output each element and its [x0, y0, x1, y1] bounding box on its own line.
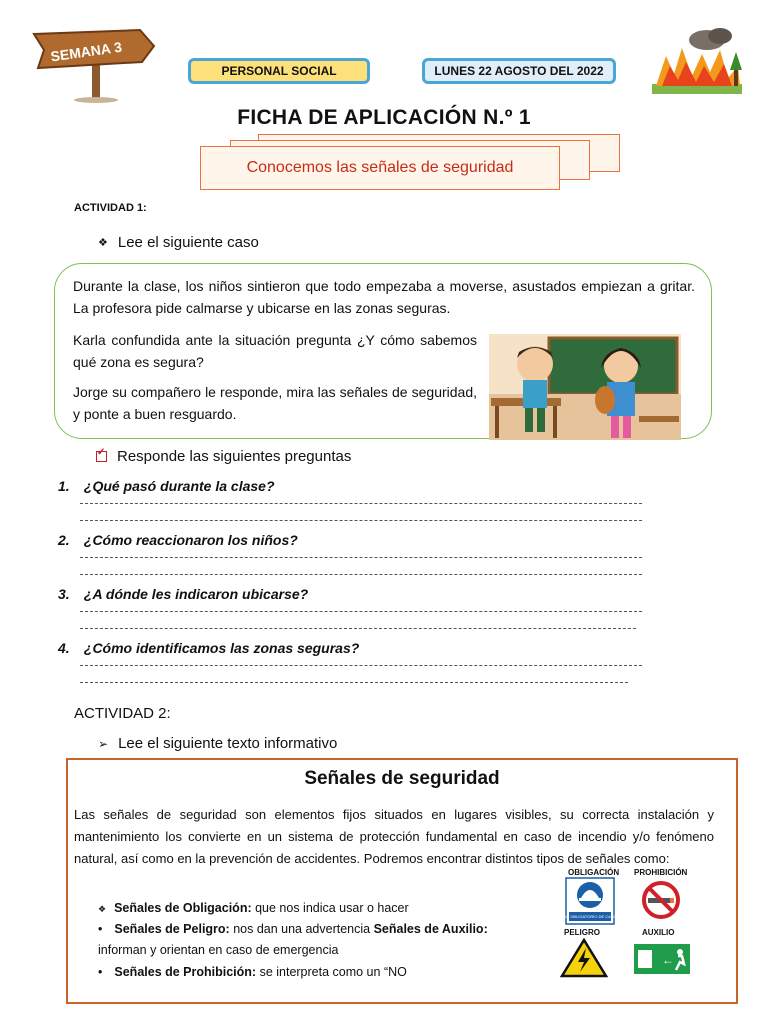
list-item-text-2: informan y orientan en caso de emergencia: [98, 943, 339, 957]
list-item-bold: Señales de Peligro:: [114, 922, 230, 936]
sign-label-obligacion: OBLIGACIÓN: [568, 868, 620, 877]
children-classroom-illustration: [489, 334, 681, 440]
answer-line[interactable]: [80, 665, 642, 666]
activity2-heading: ACTIVIDAD 2:: [74, 705, 171, 722]
list-item-text: nos dan una advertencia: [229, 922, 374, 936]
dot-bullet-icon: •: [98, 965, 103, 979]
question-1-number: 1.: [58, 478, 70, 494]
question-2: [58, 532, 298, 548]
checkbox-icon: ✓: [96, 451, 107, 462]
diamond-bullet-icon: ❖: [98, 237, 108, 249]
date-text: LUNES 22 AGOSTO DEL 2022: [434, 64, 604, 78]
answer-line[interactable]: [80, 557, 642, 558]
question-1: [58, 478, 275, 494]
forest-fire-illustration: [652, 26, 742, 96]
subject-text: PERSONAL SOCIAL: [221, 64, 337, 78]
list-item: [98, 898, 409, 920]
answer-line[interactable]: [80, 520, 642, 521]
semana-label: SEMANA 3: [49, 38, 123, 65]
obligation-caption: USO OBLIGATORIO DE CASCO: [560, 914, 620, 919]
story-paragraph-3: Jorge su compañero le responde, mira las señales de seguridad, y ponte a buen resguardo.: [73, 384, 477, 422]
activity2-instruction: [98, 735, 337, 752]
answer-line[interactable]: [80, 628, 636, 629]
list-item-bold: Señales de Obligación:: [114, 901, 252, 915]
question-4-number: 4.: [58, 640, 70, 656]
list-item: [98, 919, 508, 961]
info-box-text: Las señales de seguridad son elementos fijos situados en lugares visibles, su correcta instalación y mantenimiento los convierte en un sistema de protección fundamental en caso de incendio y/o fenómeno natural, así como en la prevención de accidentes. Podremos encontrar distintos tipos de señales como:: [74, 807, 714, 866]
answer-line[interactable]: [80, 503, 642, 504]
diamond-bullet-icon: ❖: [98, 904, 107, 914]
question-4: [58, 640, 359, 656]
prohibition-no-smoking-sign-icon: [638, 880, 684, 920]
answer-instruction-text: Responde las siguientes preguntas: [117, 448, 352, 465]
story-paragraph-2: Karla confundida ante la situación pregunta ¿Y cómo sabemos qué zona es segura?: [73, 332, 477, 370]
list-item: [98, 962, 407, 983]
question-3-text: ¿A dónde les indicaron ubicarse?: [83, 586, 309, 602]
semana-sign-illustration: [30, 24, 160, 104]
question-4-text: ¿Cómo identificamos las zonas seguras?: [83, 640, 360, 656]
story-paragraph-1: Durante la clase, los niños sintieron que todo empezaba a moverse, asustados empiezan a gritar. La profesora pide calmarse y ubicarse en las zonas seguras.: [73, 278, 695, 316]
date-label: [422, 58, 616, 84]
sign-label-peligro: PELIGRO: [564, 928, 601, 937]
sign-label-auxilio: AUXILIO: [642, 928, 675, 937]
subject-label: [188, 58, 370, 84]
list-item-text: que nos indica usar o hacer: [251, 901, 409, 915]
question-3: [58, 586, 308, 602]
banner: [200, 146, 560, 190]
activity1-heading: ACTIVIDAD 1:: [74, 202, 147, 214]
svg-text:←: ←: [662, 953, 674, 967]
emergency-exit-sign-icon: [634, 944, 690, 974]
answer-line[interactable]: [80, 682, 628, 683]
danger-electric-sign-icon: [560, 938, 608, 978]
question-1-text: ¿Qué pasó durante la clase?: [83, 478, 275, 494]
info-box-title: Señales de seguridad: [304, 768, 500, 789]
arrow-bullet-icon: ➢: [98, 736, 109, 751]
banner-text: Conocemos las señales de seguridad: [246, 159, 514, 176]
activity1-instruction-text: Lee el siguiente caso: [117, 234, 259, 251]
answer-instruction: [96, 448, 351, 465]
list-item-bold: Señales de Prohibición:: [114, 965, 257, 979]
obligation-helmet-sign-icon: [560, 878, 620, 924]
page-title: FICHA DE APLICACIÓN N.º 1: [237, 106, 531, 129]
activity2-instruction-text: Lee el siguiente texto informativo: [118, 735, 338, 752]
answer-line[interactable]: [80, 611, 642, 612]
question-2-number: 2.: [58, 532, 70, 548]
list-item-bold-2: Señales de Auxilio:: [373, 922, 488, 936]
activity1-instruction: [98, 234, 259, 251]
answer-line[interactable]: [80, 574, 642, 575]
question-3-number: 3.: [58, 586, 70, 602]
dot-bullet-icon: •: [98, 922, 103, 936]
sign-label-prohibicion: PROHIBICIÓN: [634, 868, 688, 877]
list-item-text: se interpreta como un “NO: [256, 965, 407, 979]
info-box: [66, 758, 738, 1004]
question-2-text: ¿Cómo reaccionaron los niños?: [83, 532, 298, 548]
